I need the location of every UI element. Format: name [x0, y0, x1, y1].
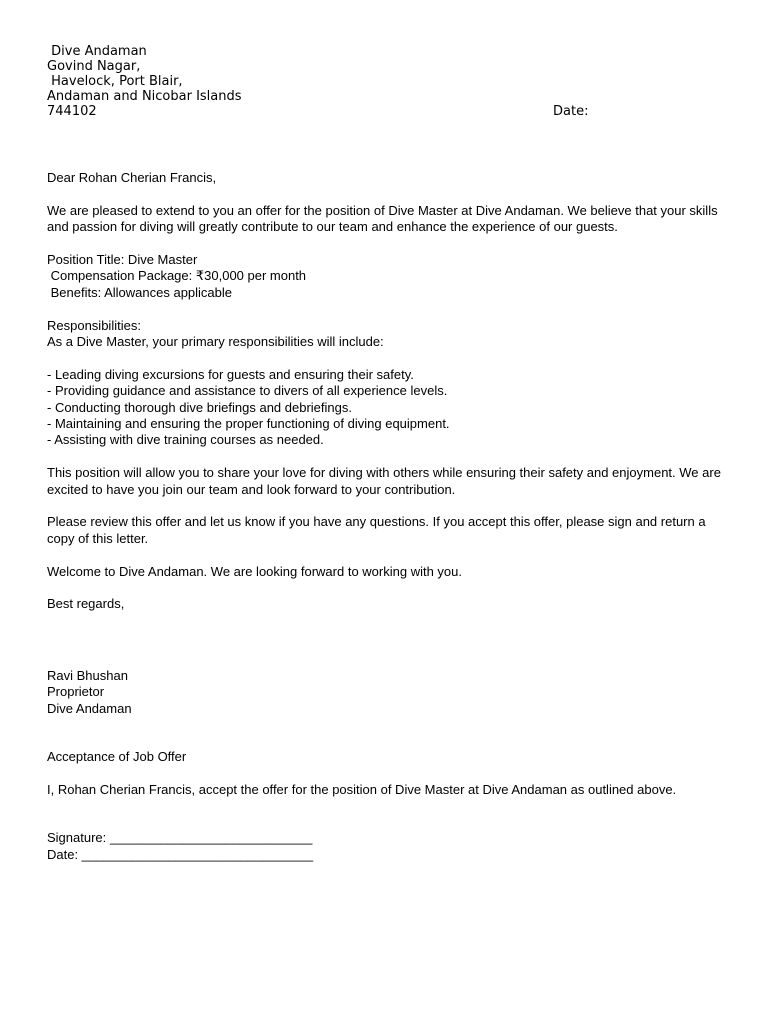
sender-city: Havelock, Port Blair, — [47, 74, 183, 89]
compensation-package: Compensation Package: ₹30,000 per month — [47, 268, 307, 284]
date-label: Date: — [553, 104, 589, 119]
list-item: - Leading diving excursions for guests and ensuring their safety. — [47, 366, 414, 382]
acceptance-heading: Acceptance of Job Offer — [47, 749, 187, 765]
benefits: Benefits: Allowances applicable — [47, 284, 233, 300]
review-paragraph: Please review this offer and let us know if you have any questions. If you accept this offer, please sign and return a copy of this letter. — [47, 514, 706, 546]
list-item: - Conducting thorough dive briefings and debriefings. — [47, 399, 352, 415]
love-paragraph: This position will allow you to share your love for diving with others while ensuring their safety and enjoyment. We are excited to have you join our team and look forward to your contribution. — [47, 465, 721, 497]
list-item: - Assisting with dive training courses as needed. — [47, 432, 324, 448]
letter-body — [47, 170, 727, 879]
signatory-title: Proprietor — [47, 684, 105, 700]
signatory-company: Dive Andaman — [47, 700, 132, 716]
sender-pincode: 744102 — [47, 104, 97, 119]
responsibilities-header — [47, 318, 727, 351]
signature-space — [47, 613, 727, 668]
closing: Best regards, — [47, 596, 125, 612]
intro-paragraph: We are pleased to extend to you an offer for the position of Dive Master at Dive Andaman. We believe that your skills and passion for diving will greatly contribute to our team and enhance the experience of our guests. — [47, 202, 718, 235]
position-title: Position Title: Dive Master — [47, 252, 198, 267]
sender-name: Dive Andaman — [47, 44, 147, 59]
sender-street: Govind Nagar, — [47, 59, 141, 74]
acceptance-date-line: Date: ________________________________ — [47, 846, 314, 862]
signature-line: Signature: ____________________________ — [47, 830, 313, 846]
list-item: - Maintaining and ensuring the proper functioning of diving equipment. — [47, 416, 450, 432]
list-item: - Providing guidance and assistance to divers of all experience levels. — [47, 383, 448, 399]
responsibilities-heading: Responsibilities: — [47, 317, 141, 333]
acceptance-statement: I, Rohan Cherian Francis, accept the offer for the position of Dive Master at Dive Andaman as outlined above. — [47, 781, 677, 797]
responsibilities-list — [47, 367, 727, 449]
position-details — [47, 252, 727, 301]
responsibilities-intro: As a Dive Master, your primary responsibilities will include: — [47, 334, 384, 350]
salutation: Dear Rohan Cherian Francis, — [47, 170, 217, 185]
sender-region: Andaman and Nicobar Islands — [47, 89, 242, 104]
acceptance-signature-block — [47, 830, 727, 863]
welcome-paragraph: Welcome to Dive Andaman. We are looking forward to working with you. — [47, 563, 462, 579]
signatory-block — [47, 668, 727, 717]
signatory-name: Ravi Bhushan — [47, 667, 128, 683]
sender-address — [47, 44, 242, 119]
